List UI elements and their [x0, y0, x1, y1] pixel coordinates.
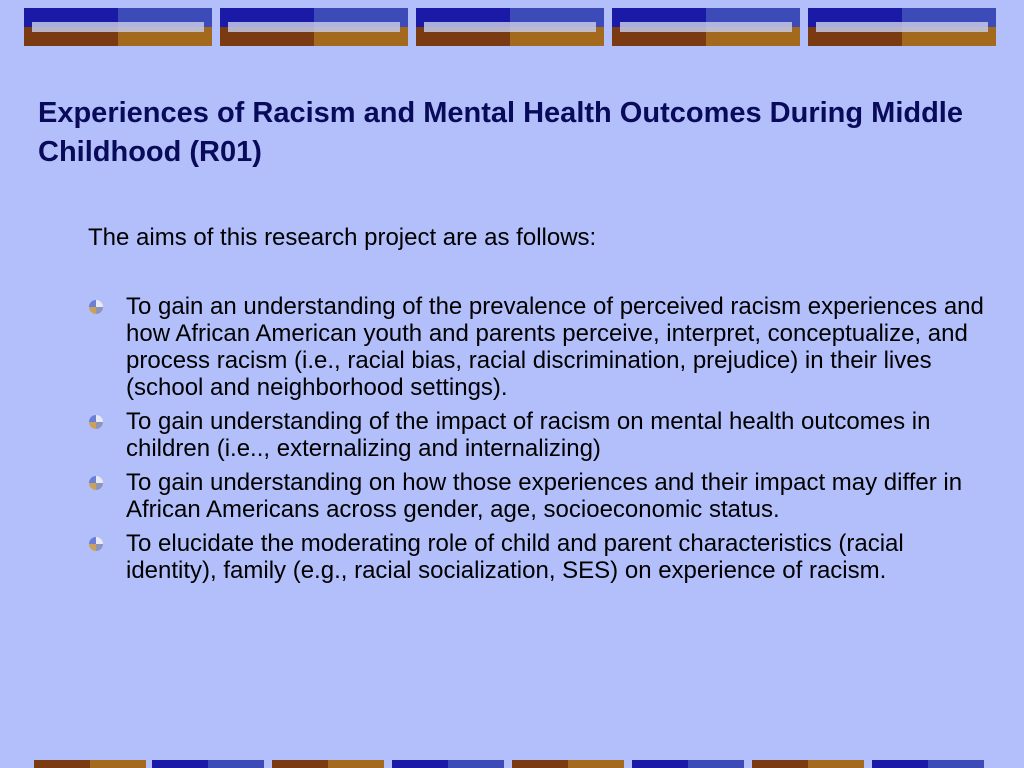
band-block	[612, 8, 800, 46]
band-block	[808, 8, 996, 46]
list-item	[86, 530, 986, 584]
band-block	[24, 8, 212, 46]
aims-list	[86, 293, 986, 591]
aim-text: To gain an understanding of the prevalence of perceived racism experiences and how African American youth and parents perceive, interpret, conceptualize, and process racism (i.e., racial bias, racial discrimination, prejudice) in their lives (school and neighborhood settings).	[126, 293, 984, 401]
top-decorative-band	[0, 8, 1024, 46]
slide-title: Experiences of Racism and Mental Health Outcomes During Middle Childhood (R01)	[38, 97, 963, 168]
list-item	[86, 469, 986, 523]
list-item	[86, 293, 986, 401]
aim-text: To gain understanding on how those experiences and their impact may differ in African Americans across gender, age, socioeconomic status.	[126, 469, 963, 523]
bottom-decorative-band	[0, 760, 1024, 768]
intro-text: The aims of this research project are as follows:	[88, 224, 597, 251]
quartered-circle-bullet-icon	[88, 414, 104, 430]
quartered-circle-bullet-icon	[88, 475, 104, 491]
aim-text: To gain understanding of the impact of racism on mental health outcomes in children (i.e.., externalizing and internalizing)	[126, 408, 931, 462]
aim-text: To elucidate the moderating role of child and parent characteristics (racial identity), family (e.g., racial socialization, SES) on experience of racism.	[126, 530, 904, 584]
quartered-circle-bullet-icon	[88, 536, 104, 552]
band-block	[220, 8, 408, 46]
band-block	[416, 8, 604, 46]
list-item	[86, 408, 986, 462]
quartered-circle-bullet-icon	[88, 299, 104, 315]
